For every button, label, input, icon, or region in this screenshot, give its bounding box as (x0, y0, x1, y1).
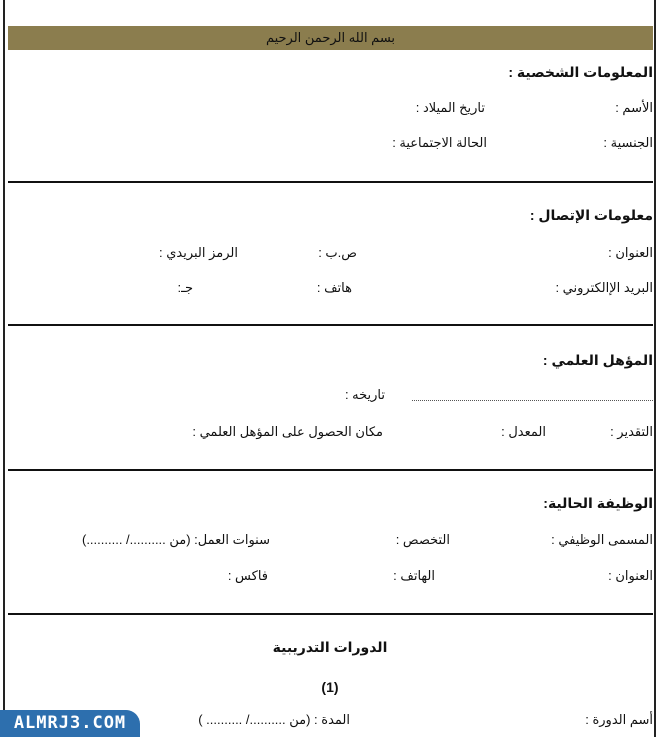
marital-label: الحالة الاجتماعية : (392, 135, 487, 150)
basmala-banner: بسم الله الرحمن الرحيم (8, 26, 653, 50)
nationality-label: الجنسية : (603, 135, 653, 150)
job-heading: الوظيفة الحالية: (543, 495, 653, 511)
job-phone-label: الهاتف : (393, 568, 435, 583)
education-heading: المؤهل العلمي : (542, 352, 653, 368)
address-label: العنوان : (608, 245, 653, 260)
education-date-label: تاريخه : (344, 387, 385, 402)
job-address-label: العنوان : (608, 568, 653, 583)
name-label: الأسم : (615, 100, 653, 115)
specialty-label: التخصص : (395, 532, 450, 547)
birth-label: تاريخ الميلاد : (415, 100, 485, 115)
grade-label: التقدير : (610, 424, 653, 439)
course-name-label: أسم الدورة : (585, 712, 653, 727)
courses-heading: الدورات التدريبية (272, 639, 388, 655)
postal-label: الرمز البريدي : (158, 245, 238, 260)
phone-label: هاتف : (316, 280, 352, 295)
years-label: سنوات العمل: (من ........../ ..........) (81, 532, 270, 547)
gpa-label: المعدل : (501, 424, 546, 439)
pobox-label: ص.ب : (318, 245, 357, 260)
divider (8, 613, 653, 615)
fax-label: فاكس : (227, 568, 268, 583)
email-label: البريد الإالكتروني : (555, 280, 653, 295)
personal-heading: المعلومات الشخصية : (508, 64, 653, 80)
divider (8, 324, 653, 326)
divider (8, 181, 653, 183)
job-title-label: المسمى الوظيفي : (551, 532, 653, 547)
place-label: مكان الحصول على المؤهل العلمي : (192, 424, 383, 439)
course-duration-label: المدة : (من ........../ .......... ) (198, 712, 350, 727)
mobile-label: جـ: (177, 280, 193, 295)
divider (8, 469, 653, 471)
watermark-logo: ALMRJ3.COM (0, 710, 140, 737)
dotted-line (412, 400, 653, 401)
course-number: (1) (321, 679, 339, 695)
page-border (3, 0, 656, 737)
contact-heading: معلومات الإتصال : (529, 207, 653, 223)
